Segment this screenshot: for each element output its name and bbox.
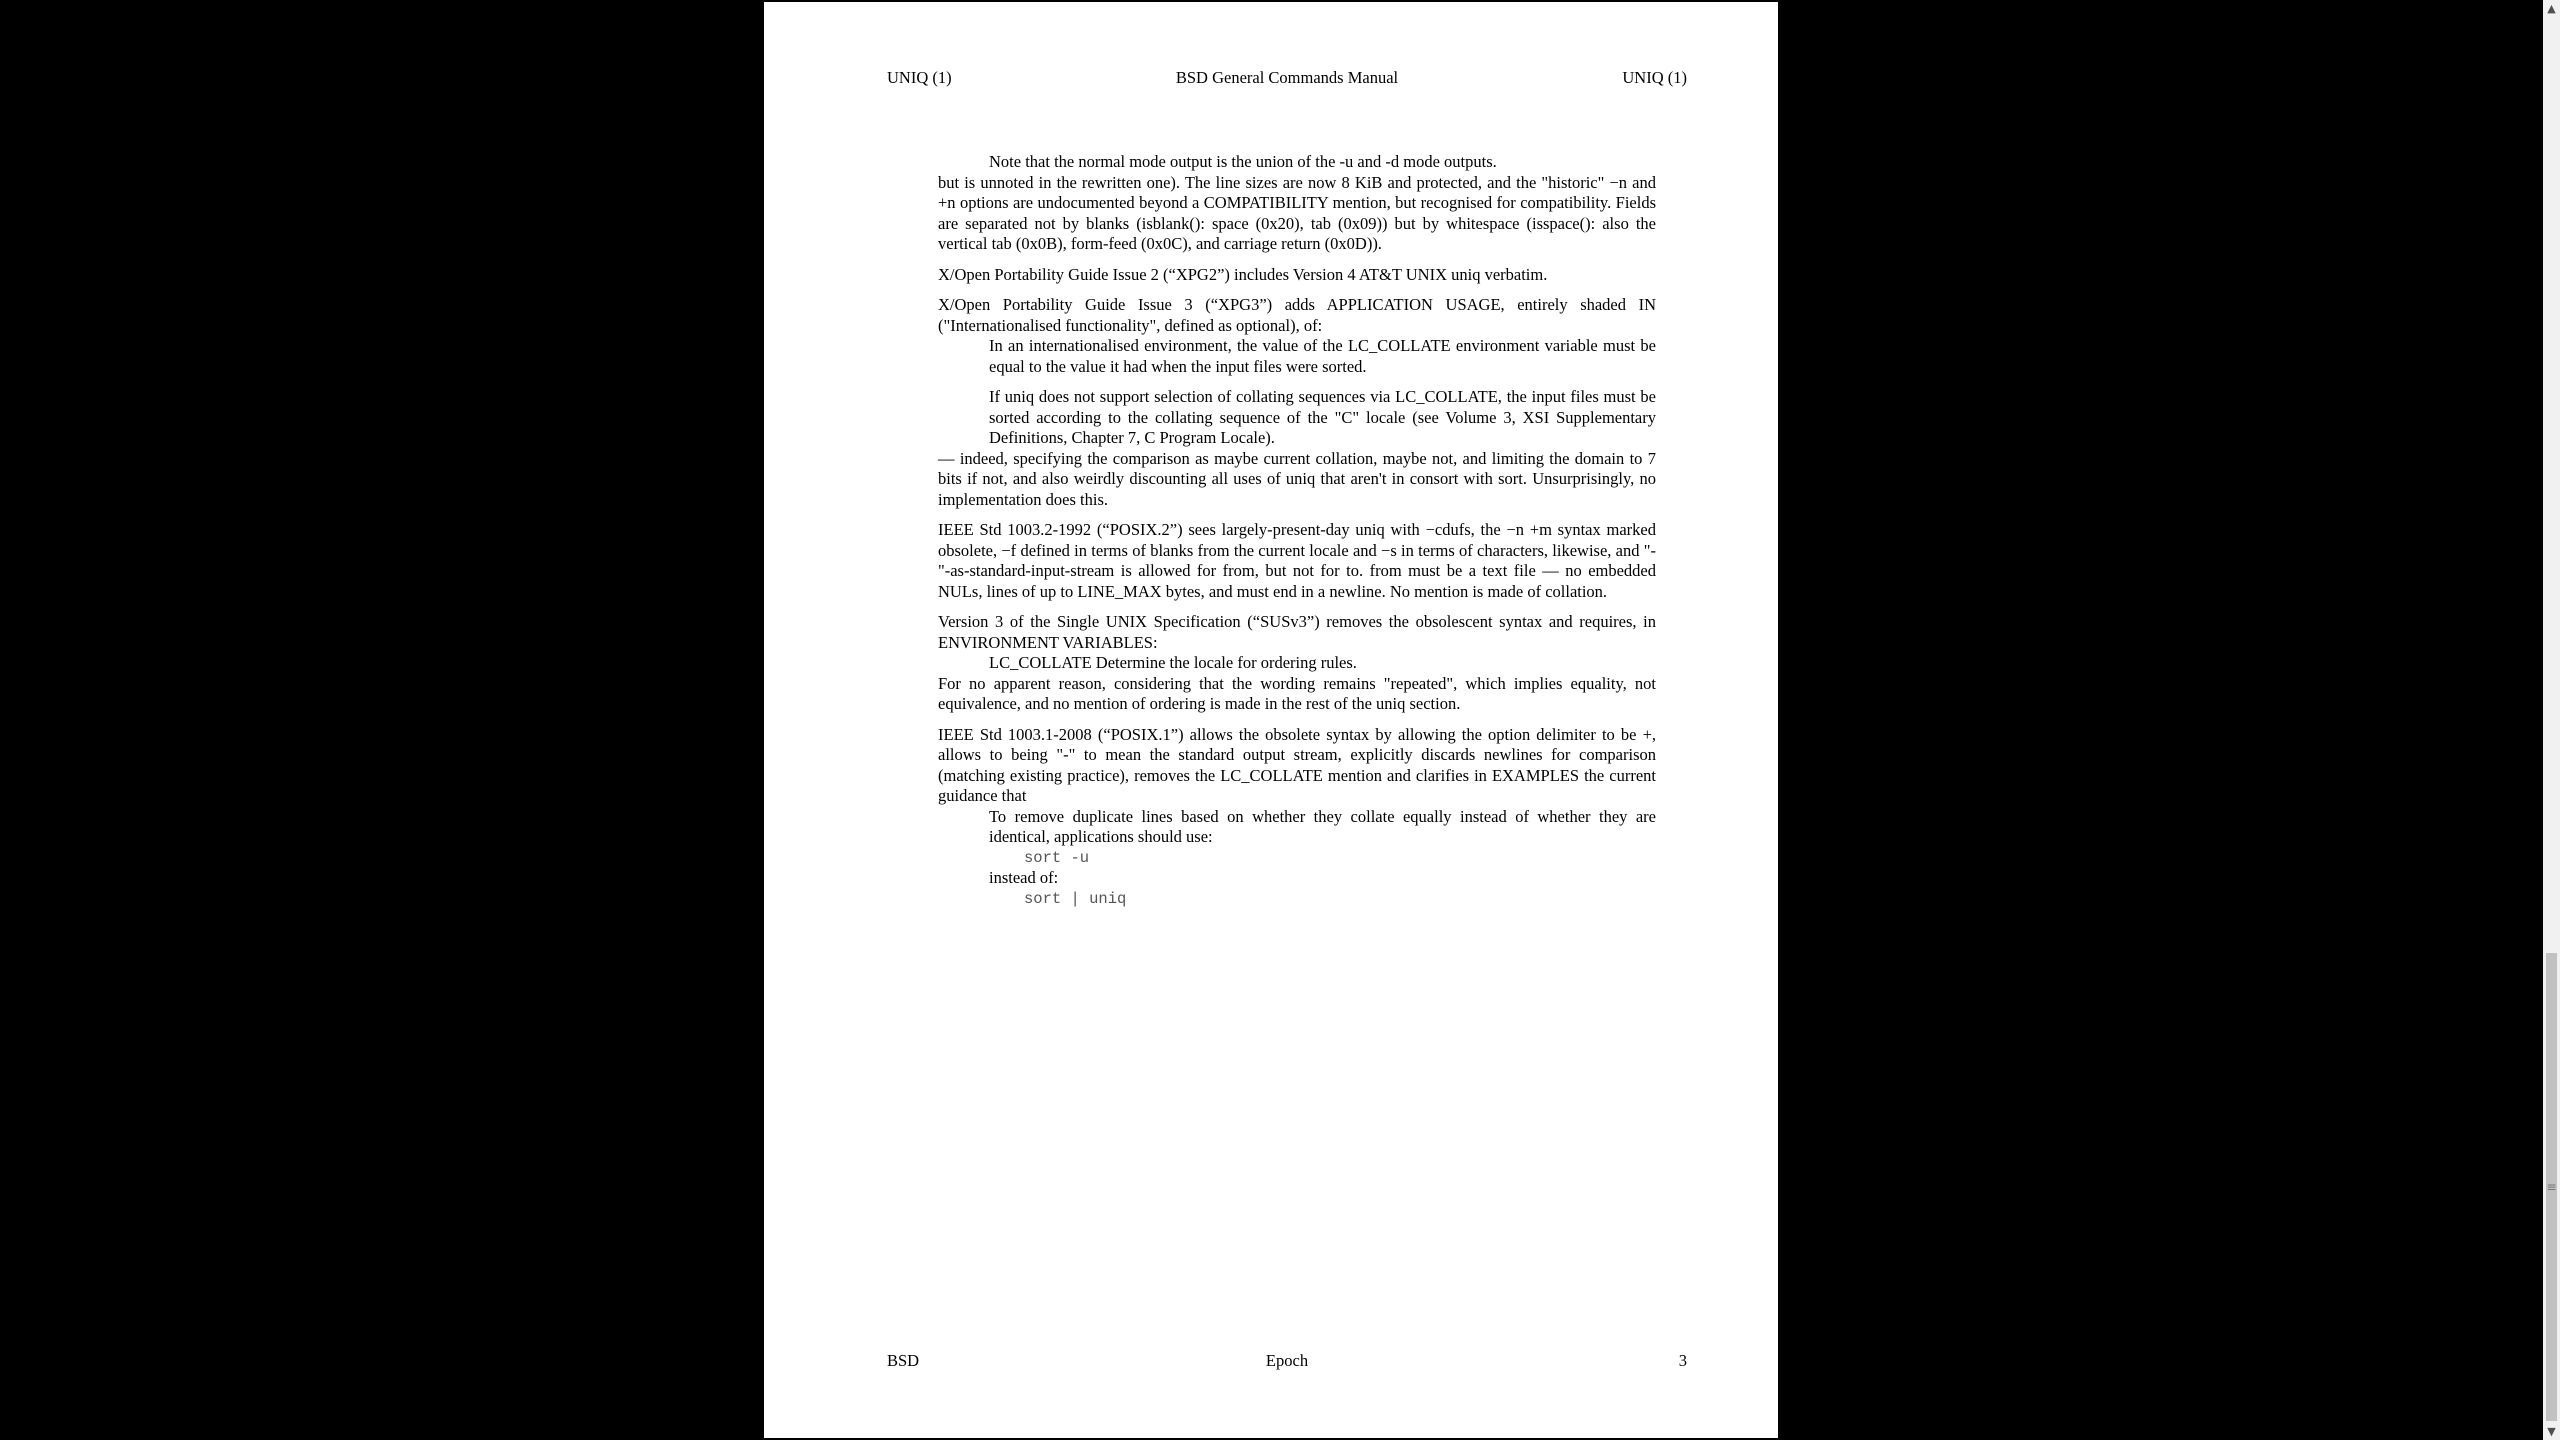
paragraph-xpg2: X/Open Portability Guide Issue 2 (“XPG2”) includes Version 4 AT&T UNIX uniq verbatim.: [938, 264, 1548, 284]
paragraph-indeed: — indeed, specifying the comparison as maybe current collation, maybe not, and limiting the domain to 7 bits if not, and also weirdly discounting all uses of uniq that aren't in consort with sort. Unsurprisingly, no implementation does this.: [938, 448, 1656, 509]
paragraph-susv3: Version 3 of the Single UNIX Specification (“SUSv3”) removes the obsolescent syntax and requires, in ENVIRONMENT VARIABLES:: [938, 612, 1656, 652]
page-header: [887, 68, 1687, 90]
page-body: [938, 152, 1656, 909]
footer-center: Epoch: [1265, 1351, 1309, 1370]
quote-internationalised: In an internationalised environment, the value of the LC_COLLATE environment variable must be equal to the value it had when the input files were sorted.: [989, 336, 1656, 376]
header-right: UNIQ (1): [1622, 68, 1687, 87]
scroll-up-arrow-icon[interactable]: ▲: [2547, 2, 2556, 15]
text-instead-of: instead of:: [989, 868, 1059, 887]
paragraph-no-reason: For no apparent reason, considering that the wording remains "repeated", which implies equality, not equivalence, and no mention of ordering is made in the rest of the uniq section.: [938, 673, 1656, 713]
quote-collating: If uniq does not support selection of collating sequences via LC_COLLATE, the input files must be sorted according to the collating sequence of the "C" locale (see Volume 3, XSI Supplementary Definitions, Chapter 7, C Program Locale).: [989, 387, 1656, 447]
footer-right: 3: [1678, 1351, 1687, 1370]
man-page: [764, 2, 1778, 1438]
env-lc-collate: LC_COLLATE Determine the locale for ordering rules.: [989, 653, 1357, 672]
page-footer: [887, 1351, 1687, 1373]
vertical-scrollbar[interactable]: [2543, 0, 2560, 1440]
header-center: BSD General Commands Manual: [1175, 68, 1399, 87]
paragraph-xpg3: X/Open Portability Guide Issue 3 (“XPG3”) adds APPLICATION USAGE, entirely shaded IN ("Internationalised functionality", defined as optional), of:: [938, 295, 1656, 335]
quote-remove-duplicates: To remove duplicate lines based on whether they collate equally instead of whether they are identical, applications should use:: [989, 806, 1656, 846]
code-sort-u: sort -u: [1024, 848, 1090, 867]
paragraph-posix1: IEEE Std 1003.1-2008 (“POSIX.1”) allows the obsolete syntax by allowing the option delimiter to be +, allows to being "-" to mean the standard output stream, explicitly discards newlines for comparison (matching existing practice), removes the LC_COLLATE mention and clarifies in EXAMPLES the current guidance that: [938, 724, 1656, 805]
paragraph-line-sizes: but is unnoted in the rewritten one). The line sizes are now 8 KiB and protected, and the "historic" −n and +n options are undocumented beyond a COMPATIBILITY mention, but recognised for compatibility. Fields are separated not by blanks (isblank(): space (0x20), tab (0x09)) but by whitespace (isspace(): also the vertical tab (0x0B), form-feed (0x0C), and carriage return (0x0D)).: [938, 172, 1656, 253]
paragraph-note-union: Note that the normal mode output is the union of the -u and -d mode outputs.: [989, 152, 1497, 171]
scrollbar-grip-icon: ≡: [2546, 1180, 2557, 1194]
paragraph-posix2: IEEE Std 1003.2-1992 (“POSIX.2”) sees largely-present-day uniq with −cdufs, the −n +m syntax marked obsolete, −f defined in terms of blanks from the current locale and −s in terms of characters, likewise, and "-"-as-standard-input-stream is allowed for from, but not for to. from must be a text file — no embedded NULs, lines of up to LINE_MAX bytes, and must end in a newline. No mention is made of collation.: [938, 520, 1656, 601]
footer-left: BSD: [887, 1351, 920, 1370]
code-sort-uniq: sort | uniq: [1024, 889, 1127, 908]
scroll-down-arrow-icon[interactable]: ▼: [2547, 1425, 2556, 1438]
header-left: UNIQ (1): [887, 68, 952, 87]
